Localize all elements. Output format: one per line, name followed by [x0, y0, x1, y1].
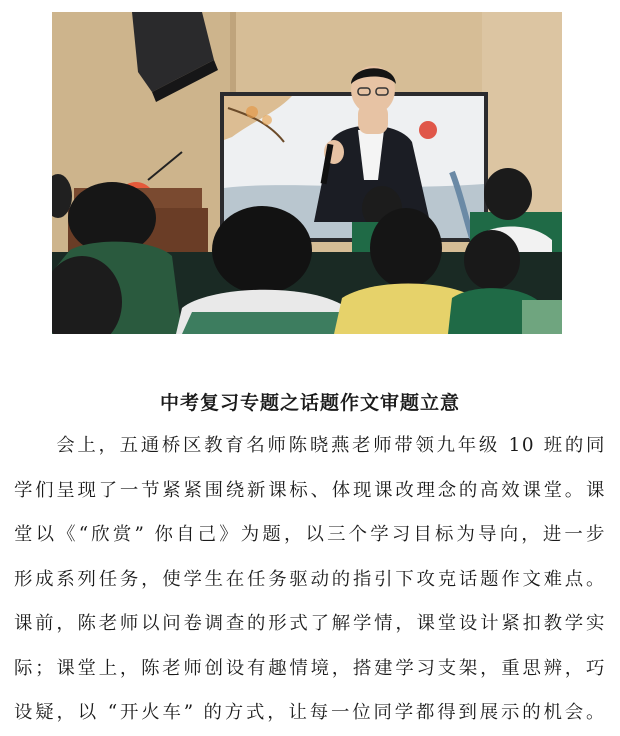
paragraph-line: 际；课堂上，陈老师创设有趣情境，搭建学习支架，重思辨，巧	[14, 657, 606, 679]
classroom-photo-illustration	[52, 12, 562, 334]
classroom-photo	[52, 12, 562, 334]
paragraph-line: 堂以《“欣赏” 你自己》为题，以三个学习目标为导向，进一步	[14, 524, 606, 545]
paragraph-line: 形成系列任务，使学生在任务驱动的指引下攻克话题作文难点。	[14, 568, 606, 590]
article-heading: 中考复习专题之话题作文审题立意	[159, 392, 460, 414]
paragraph-line: 学们呈现了一节紧紧围绕新课标、体现课改理念的高效课堂。课	[14, 479, 606, 501]
paragraph-line: 课前，陈老师以问卷调查的形式了解学情，课堂设计紧扣教学实	[14, 613, 606, 634]
article-paragraph	[14, 424, 606, 736]
paragraph-line: 会上，五通桥区教育名师陈晓燕老师带领九年级 10 班的同	[14, 435, 606, 456]
paragraph-line: 设疑，以 “开火车” 的方式，让每一位同学都得到展示的机会。	[14, 702, 606, 723]
